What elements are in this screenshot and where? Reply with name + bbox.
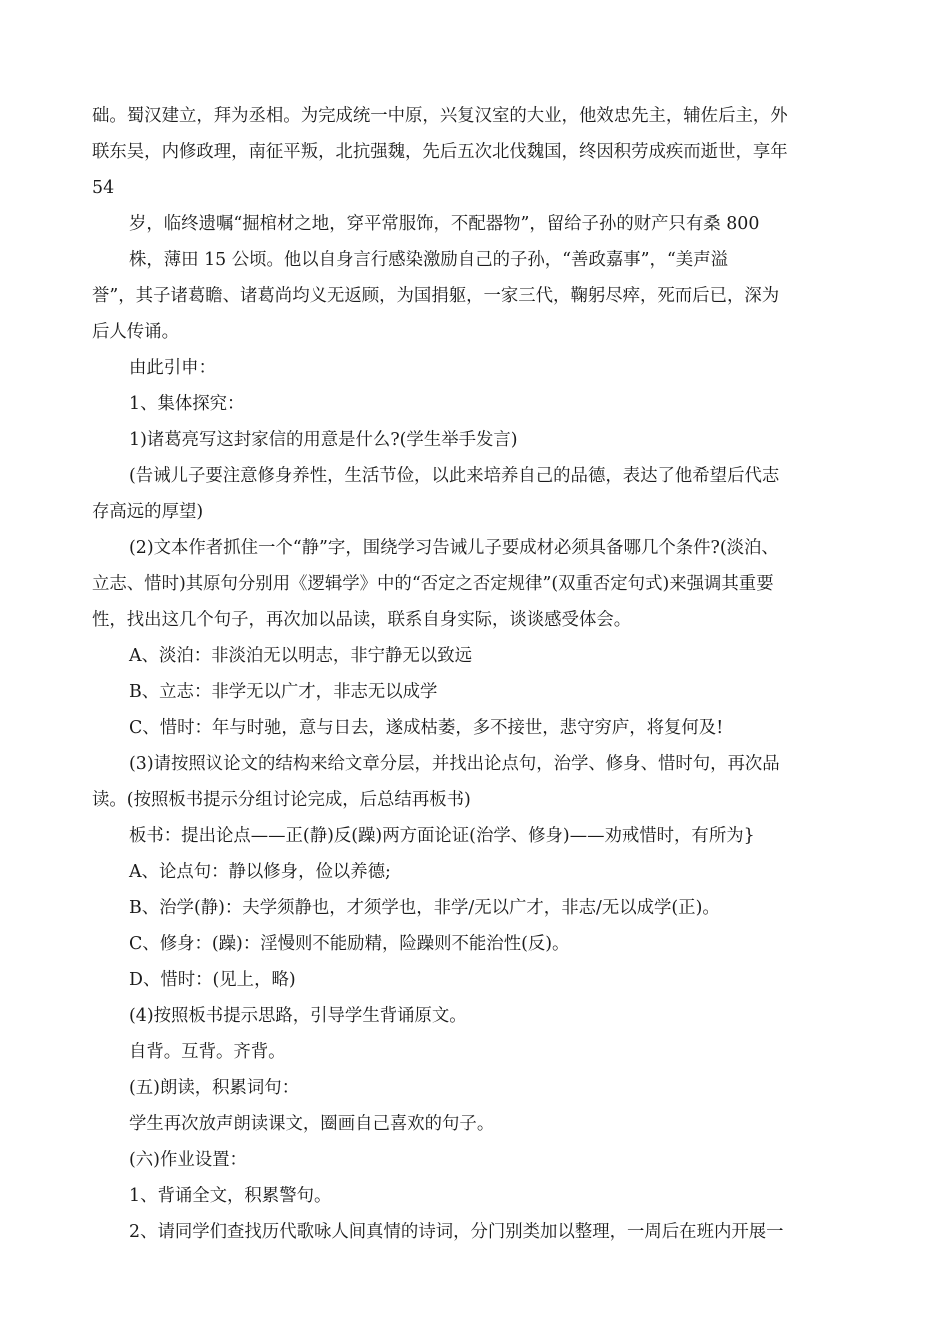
text-line: (2)文本作者抓住一个“静”字，围绕学习告诫儿子要成材必须具备哪几个条件?(淡泊、 [129, 538, 779, 558]
text-line: 1)诸葛亮写这封家信的用意是什么?(学生举手发言) [129, 430, 518, 450]
text-line: 54 [92, 178, 115, 198]
text-line: 础。蜀汉建立，拜为丞相。为完成统一中原，兴复汉室的大业，他效忠先主，辅佐后主，外 [92, 106, 788, 126]
text-line: 由此引申： [129, 358, 216, 378]
text-line: 学生再次放声朗读课文，圈画自己喜欢的句子。 [129, 1114, 495, 1134]
text-line: C、惜时：年与时驰，意与日去，遂成枯萎，多不接世，悲守穷庐，将复何及! [129, 718, 724, 738]
text-line: 1、背诵全文，积累警句。 [129, 1186, 332, 1206]
text-line: 岁，临终遗嘱“掘棺材之地，穿平常服饰，不配器物”，留给子孙的财产只有桑 800 [129, 214, 760, 234]
text-line: 立志、惜时)其原句分别用《逻辑学》中的“否定之否定规律”(双重否定句式)来强调其重要 [92, 574, 774, 594]
text-line: 联东吴，内修政理，南征平叛，北抗强魏，先后五次北伐魏国，终因积劳成疾而逝世，享年 [92, 142, 788, 162]
text-line: 后人传诵。 [92, 322, 179, 342]
text-line: 板书：提出论点——正(静)反(躁)两方面论证(治学、修身)——劝戒惜时，有所为} [129, 826, 755, 846]
document-body [92, 98, 862, 1250]
text-line: D、惜时：(见上，略) [129, 970, 296, 990]
text-line: 读。(按照板书提示分组讨论完成，后总结再板书) [92, 790, 471, 810]
text-line: A、淡泊：非淡泊无以明志，非宁静无以致远 [129, 646, 472, 666]
text-line: 自背。互背。齐背。 [129, 1042, 286, 1062]
text-line: B、立志：非学无以广才，非志无以成学 [129, 682, 438, 702]
text-line: (六)作业设置： [129, 1150, 247, 1170]
text-line: 1、集体探究： [129, 394, 245, 414]
text-line: 性，找出这几个句子，再次加以品读，联系自身实际，谈谈感受体会。 [92, 610, 632, 630]
text-line: (告诫儿子要注意修身养性，生活节俭，以此来培养自己的品德，表达了他希望后代志 [129, 466, 780, 486]
text-line: (4)按照板书提示思路，引导学生背诵原文。 [129, 1006, 467, 1026]
text-line: 誉”，其子诸葛瞻、诸葛尚均义无返顾，为国捐躯，一家三代，鞠躬尽瘁，死而后已，深为 [92, 286, 780, 306]
text-line: 2、请同学们查找历代歌咏人间真情的诗词，分门别类加以整理，一周后在班内开展一 [129, 1222, 784, 1242]
text-line: B、治学(静)：夫学须静也，才须学也，非学/无以广才，非志/无以成学(正)。 [129, 898, 720, 918]
text-line: C、修身：(躁)：淫慢则不能励精，险躁则不能治性(反)。 [129, 934, 570, 954]
text-line: (3)请按照议论文的结构来给文章分层，并找出论点句，治学、修身、惜时句，再次品 [129, 754, 780, 774]
text-line: 株，薄田 15 公顷。他以自身言行感染激励自己的子孙，“善政嘉事”，“美声溢 [129, 250, 728, 270]
text-line: 存高远的厚望) [92, 502, 204, 522]
text-line: (五)朗读，积累词句： [129, 1078, 300, 1098]
text-line: A、论点句：静以修身，俭以养德; [129, 862, 391, 882]
